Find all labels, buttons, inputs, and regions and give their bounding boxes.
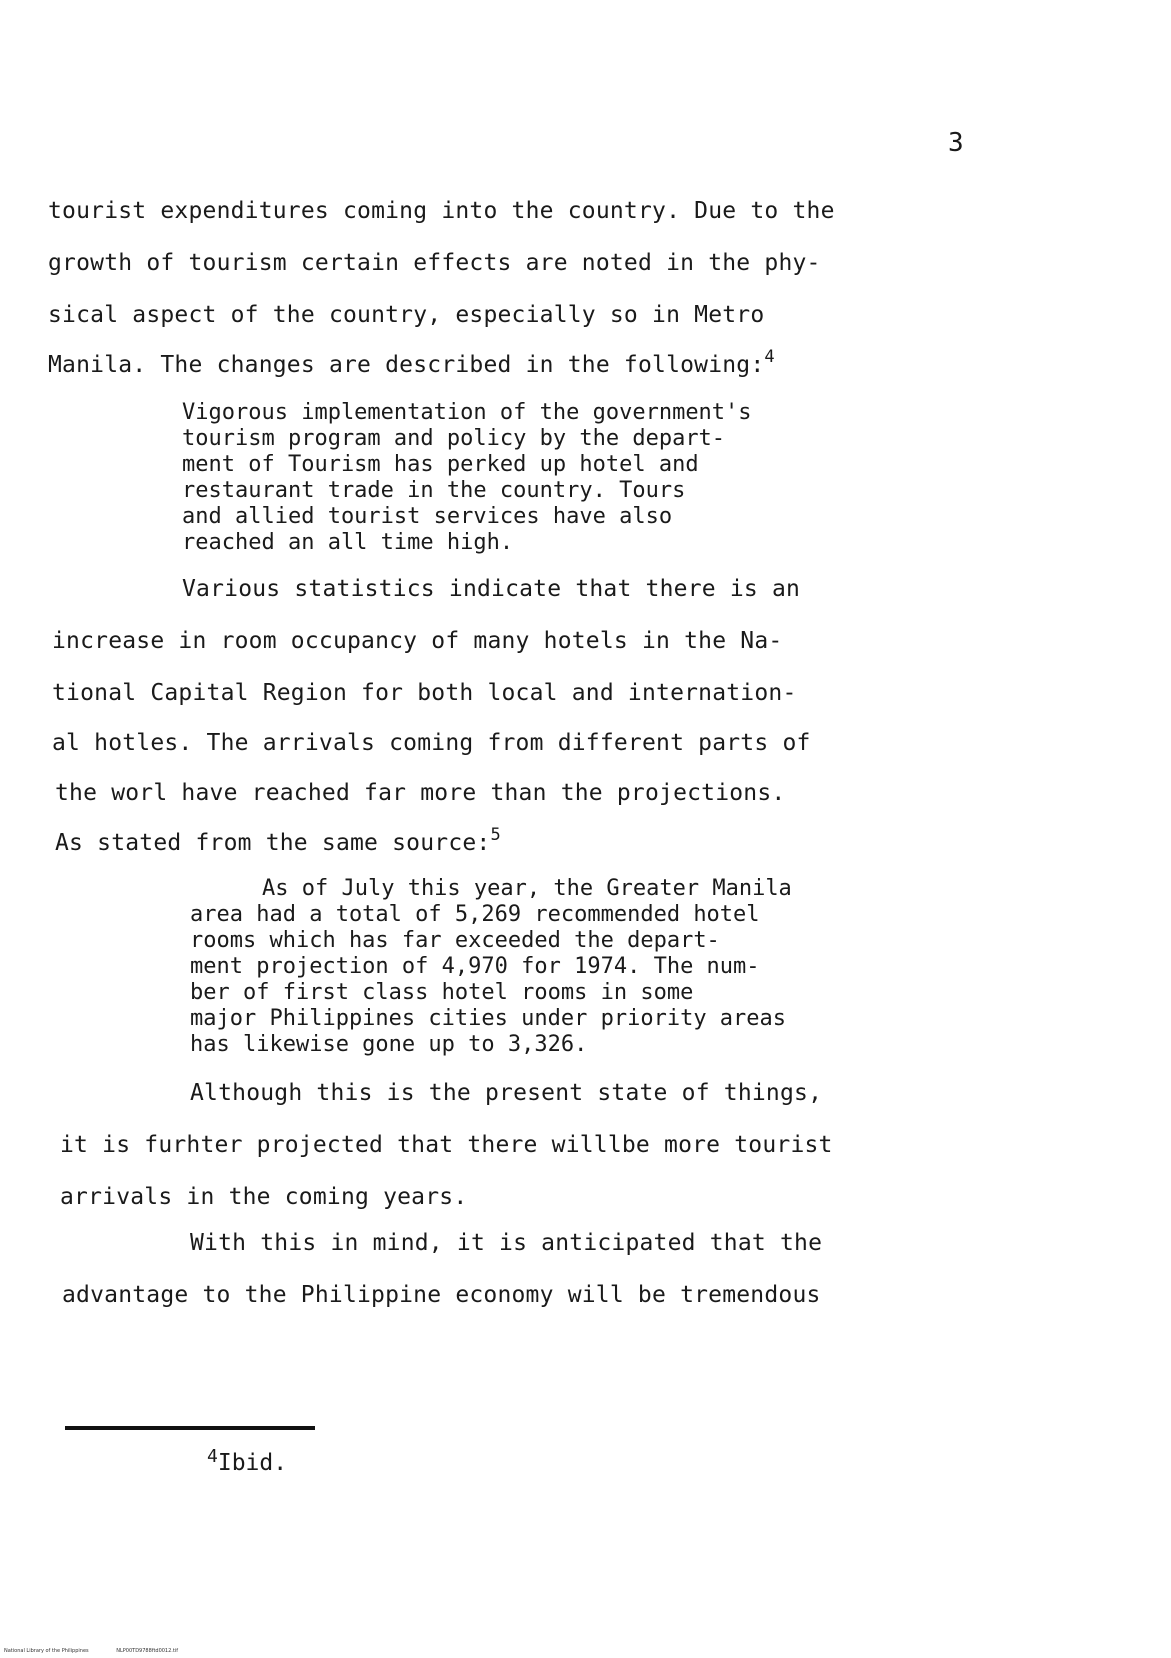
quote-line: has likewise gone up to 3,326. [190, 1032, 588, 1057]
body-line: it is furhter projected that there willlbe more tourist [60, 1132, 833, 1158]
scan-footer-library: National Library of the Philippines [4, 1648, 89, 1654]
footnote-text: Ibid. [217, 1450, 288, 1476]
body-line: tional Capital Region for both local and internation- [52, 680, 797, 706]
body-line: advantage to the Philippine economy will be tremendous [62, 1282, 821, 1308]
quote-line: As of July this year, the Greater Manila [262, 876, 792, 901]
footnote-ref: 5 [490, 825, 501, 845]
body-line: Various statistics indicate that there is an [182, 576, 801, 602]
footnote-rule [65, 1426, 315, 1430]
body-line: tourist expenditures coming into the country. Due to the [48, 198, 835, 224]
body-line: increase in room occupancy of many hotels in the Na- [52, 628, 783, 654]
body-line: Although this is the present state of things, [190, 1080, 823, 1106]
body-line-text: As stated from the same source: [55, 830, 491, 856]
quote-line: rooms which has far exceeded the depart- [190, 928, 720, 953]
quote-line: restaurant trade in the country. Tours [182, 478, 686, 503]
quote-line: and allied tourist services have also [182, 504, 673, 529]
footnote-number: 4 [207, 1446, 218, 1467]
body-line-text: Manila. The changes are described in the following: [48, 352, 765, 378]
body-line: With this in mind, it is anticipated that the [190, 1230, 823, 1256]
body-line [48, 347, 775, 378]
scan-footer-file: NLP00TD9788ftd0012.tif [116, 1648, 178, 1654]
footnote-ref: 4 [764, 347, 775, 367]
quote-line: major Philippines cities under priority areas [190, 1006, 787, 1031]
quote-line: tourism program and policy by the depart- [182, 426, 726, 451]
quote-line: Vigorous implementation of the government's [182, 400, 752, 425]
quote-line: ment of Tourism has perked up hotel and [182, 452, 699, 477]
body-line: sical aspect of the country, especially so in Metro [48, 302, 765, 328]
quote-line: reached an all time high. [182, 530, 514, 555]
scan-footer [4, 1648, 178, 1654]
body-line: growth of tourism certain effects are noted in the phy- [48, 250, 821, 276]
quote-line: area had a total of 5,269 recommended hotel [190, 902, 760, 927]
quote-line: ber of first class hotel rooms in some [190, 980, 694, 1005]
footnote [207, 1446, 288, 1476]
quote-line: ment projection of 4,970 for 1974. The num- [190, 954, 760, 979]
page-number: 3 [948, 128, 964, 158]
body-line: arrivals in the coming years. [60, 1184, 468, 1210]
body-line: al hotles. The arrivals coming from different parts of [52, 730, 811, 756]
body-line [55, 825, 501, 856]
body-line: the worl have reached far more than the projections. [55, 780, 786, 806]
